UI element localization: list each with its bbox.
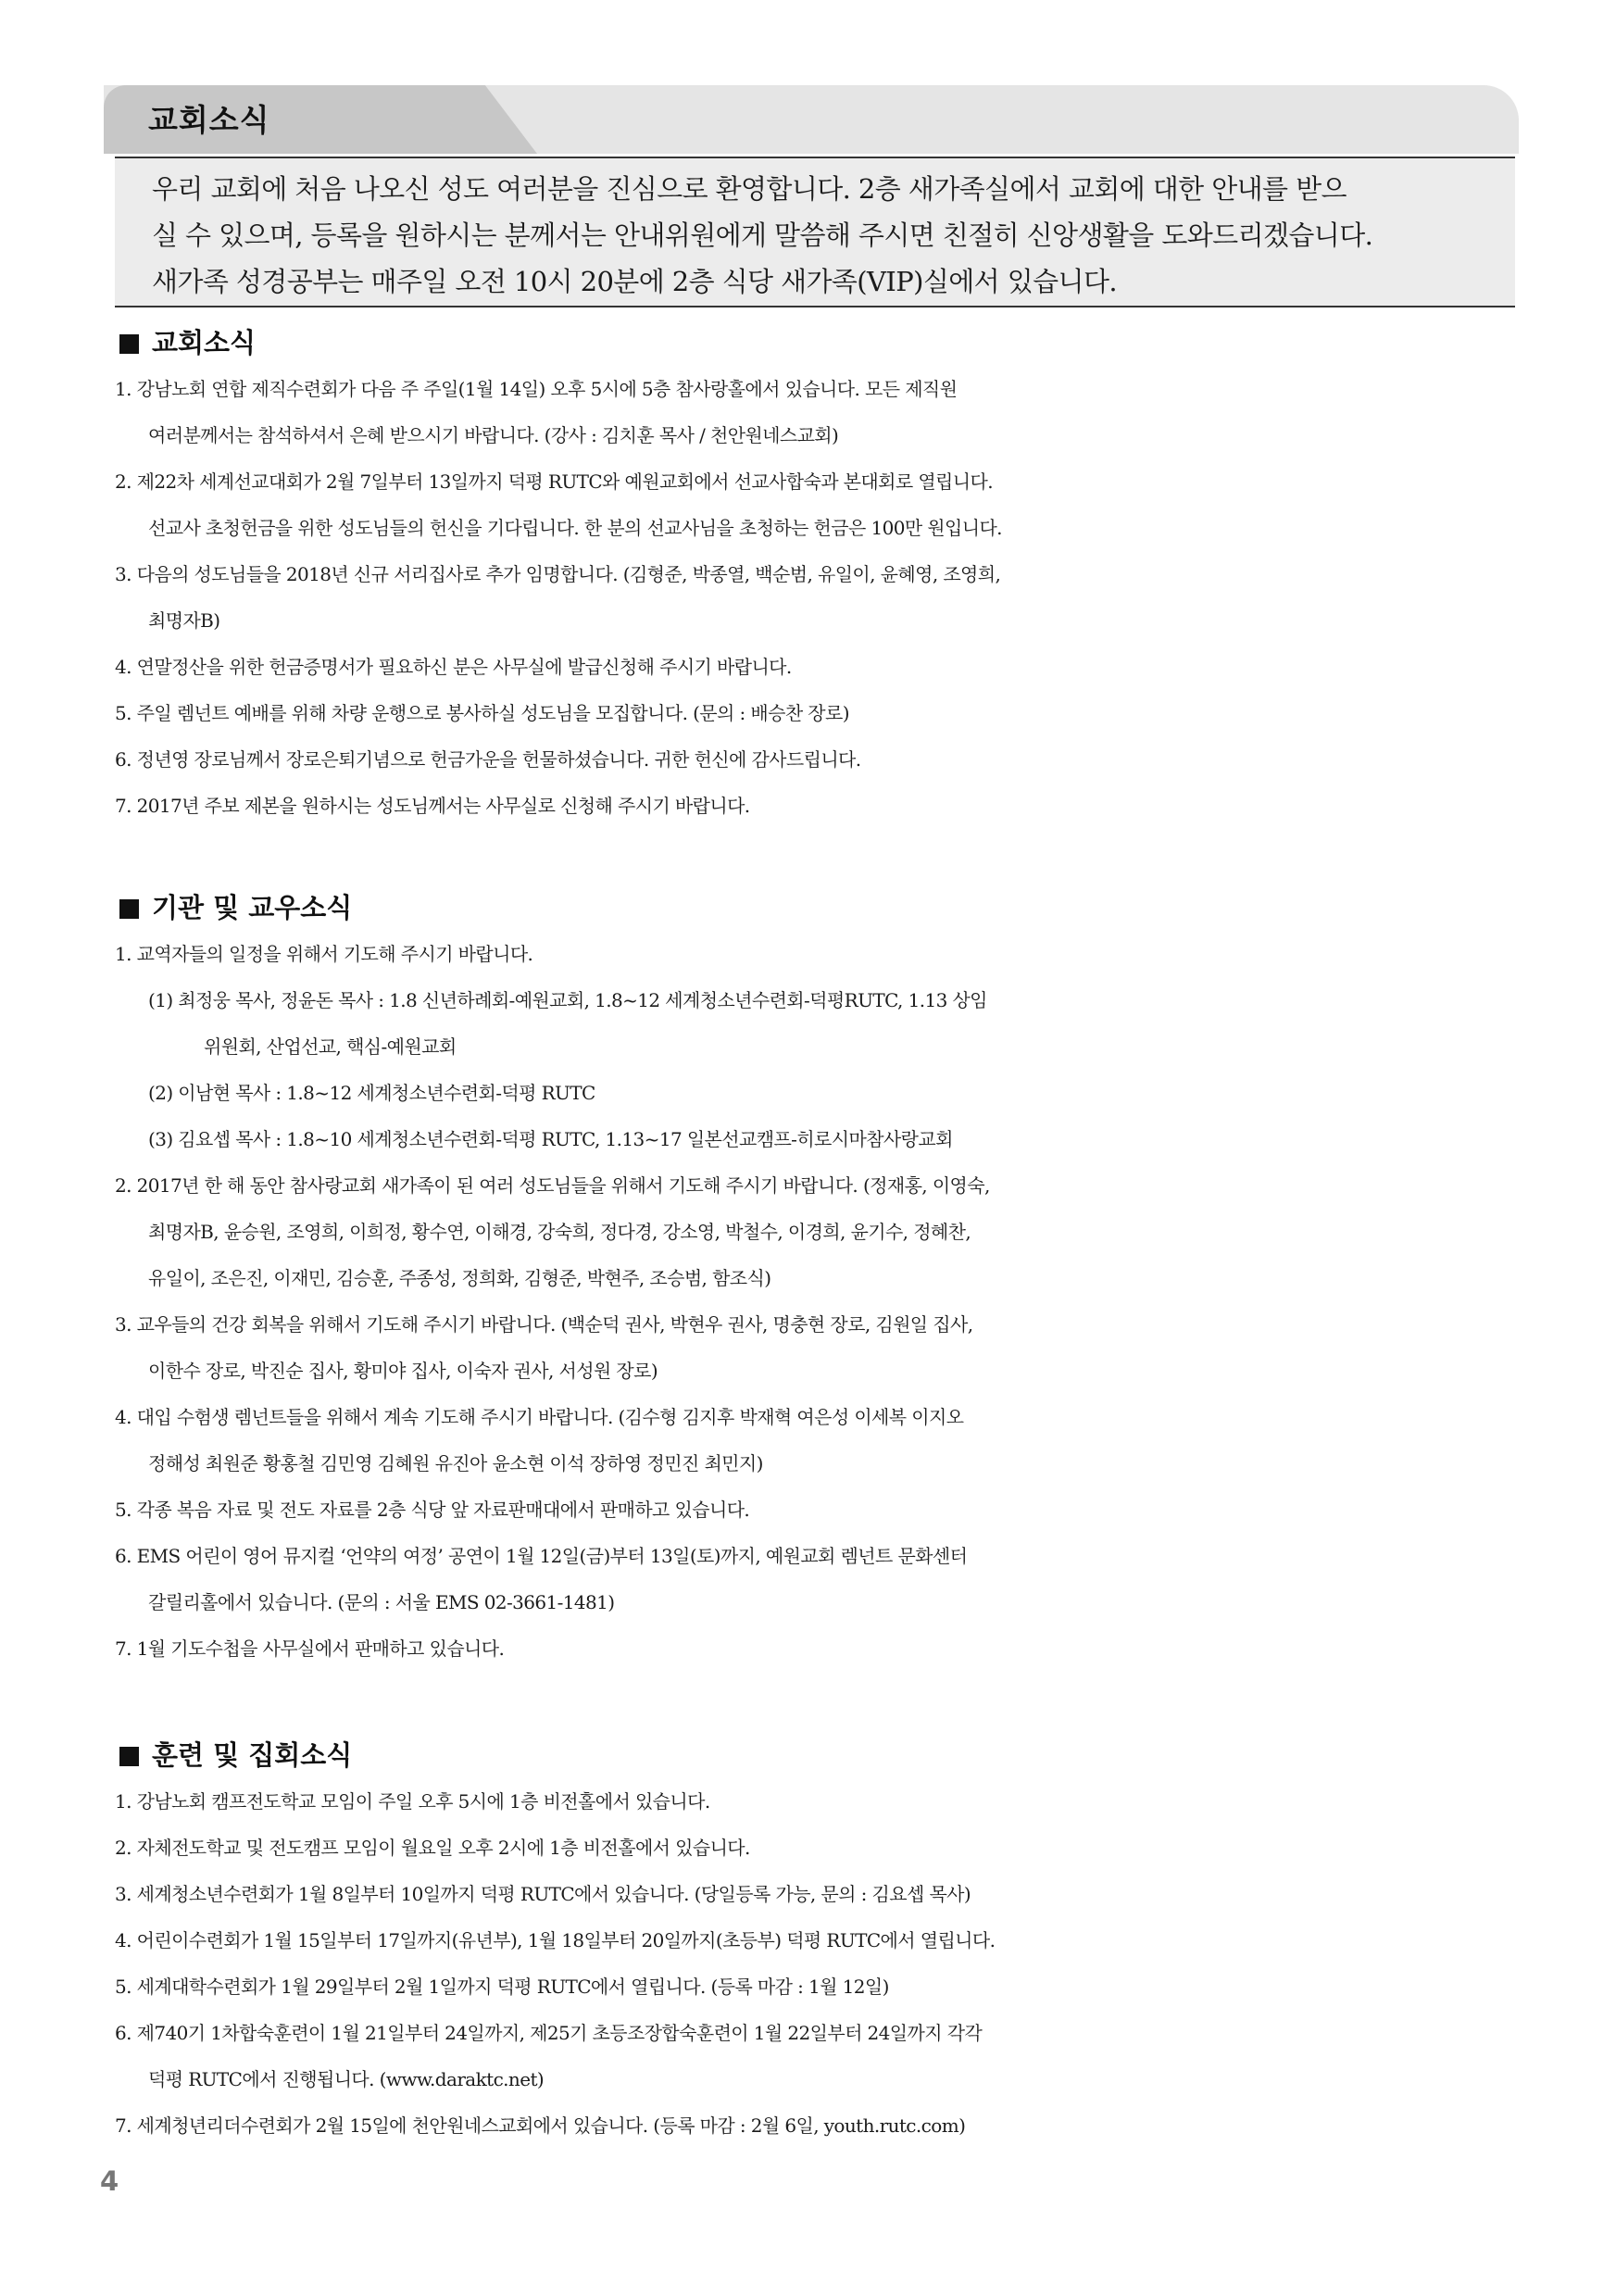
section-title: 기관 및 교우소식	[152, 892, 353, 923]
news-list	[115, 1778, 1522, 2149]
square-bullet-icon	[119, 334, 139, 354]
item-line: 덕평 RUTC에서 진행됩니다. (www.daraktc.net)	[148, 2068, 545, 2090]
list-item	[115, 1301, 1522, 1394]
list-item	[115, 1533, 1522, 1625]
item-line: 1. 강남노회 캠프전도학교 모임이 주일 오후 5시에 1층 비전홀에서 있습니다.	[115, 1790, 710, 1813]
section-heading	[119, 320, 1522, 366]
item-line: 4. 대입 수험생 렘넌트들을 위해서 계속 기도해 주시기 바랍니다. (김수형 김지후 박재혁 여은성 이세복 이지오	[115, 1406, 964, 1428]
item-line: 3. 세계청소년수련회가 1월 8일부터 10일까지 덕평 RUTC에서 있습니다. (당일등록 가능, 문의 : 김요셉 목사)	[115, 1883, 971, 1905]
item-line: 최명자B)	[148, 609, 220, 632]
section-heading	[119, 1732, 1522, 1778]
section-title: 훈련 및 집회소식	[152, 1739, 353, 1771]
list-item	[115, 1871, 1522, 1917]
item-line: 6. 정년영 장로님께서 장로은퇴기념으로 헌금가운을 헌물하셨습니다. 귀한 헌신에 감사드립니다.	[115, 748, 861, 771]
item-line: 5. 세계대학수련회가 1월 29일부터 2월 1일까지 덕평 RUTC에서 열립니다. (등록 마감 : 1월 12일)	[115, 1976, 889, 1998]
list-item	[115, 690, 1522, 736]
item-line: 위원회, 산업선교, 핵심-예원교회	[204, 1035, 457, 1058]
list-item	[115, 931, 1522, 977]
page-number: 4	[100, 2165, 119, 2197]
item-line: 6. 제740기 1차합숙훈련이 1월 21일부터 24일까지, 제25기 초등조장합숙훈련이 1월 22일부터 24일까지 각각	[115, 2022, 983, 2044]
list-item	[115, 736, 1522, 783]
item-line: 4. 연말정산을 위한 헌금증명서가 필요하신 분은 사무실에 발급신청해 주시기 바랍니다.	[115, 656, 792, 678]
item-line: 6. EMS 어린이 영어 뮤지컬 ‘언약의 여정’ 공연이 1월 12일(금)부터 13일(토)까지, 예원교회 렘넌트 문화센터	[115, 1545, 968, 1567]
list-item	[115, 1917, 1522, 1964]
page-title: 교회소식	[148, 102, 270, 138]
list-item	[115, 1778, 1522, 1825]
item-line: 최명자B, 윤승원, 조영희, 이희정, 황수연, 이해경, 강숙희, 정다경, 강소영, 박철수, 이경희, 윤기수, 정혜찬,	[148, 1221, 971, 1243]
item-line: 이한수 장로, 박진순 집사, 황미야 집사, 이숙자 권사, 서성원 장로)	[148, 1360, 658, 1382]
list-item	[115, 1162, 1522, 1301]
item-line: 7. 세계청년리더수련회가 2월 15일에 천안원네스교회에서 있습니다. (등록 마감 : 2월 6일, youth.rutc.com)	[115, 2114, 966, 2137]
item-line: 선교사 초청헌금을 위한 성도님들의 헌신을 기다립니다. 한 분의 선교사님을 초청하는 헌금은 100만 원입니다.	[148, 517, 1002, 539]
item-line: (3) 김요셉 목사 : 1.8~10 세계청소년수련회-덕평 RUTC, 1.13~17 일본선교캠프-히로시마참사랑교회	[148, 1128, 953, 1150]
list-item	[115, 2102, 1522, 2149]
item-line: 5. 각종 복음 자료 및 전도 자료를 2층 식당 앞 자료판매대에서 판매하고 있습니다.	[115, 1499, 750, 1521]
square-bullet-icon	[119, 899, 139, 919]
item-line: (2) 이남현 목사 : 1.8~12 세계청소년수련회-덕평 RUTC	[148, 1082, 595, 1104]
list-item	[115, 1625, 1522, 1672]
list-item	[115, 458, 1522, 551]
section-training-news	[115, 1732, 1522, 2149]
section-church-news	[115, 320, 1522, 829]
square-bullet-icon	[119, 1747, 139, 1766]
item-line: 정해성 최원준 황홍철 김민영 김혜원 유진아 윤소현 이석 장하영 정민진 최민지)	[148, 1452, 763, 1474]
item-line: 여러분께서는 참석하셔서 은혜 받으시기 바랍니다. (강사 : 김치훈 목사 / 천안원네스교회)	[148, 424, 839, 446]
item-line: 7. 2017년 주보 제본을 원하시는 성도님께서는 사무실로 신청해 주시기 바랍니다.	[115, 795, 750, 817]
item-line: 2. 2017년 한 해 동안 참사랑교회 새가족이 된 여러 성도님들을 위해서 기도해 주시기 바랍니다. (정재홍, 이영숙,	[115, 1174, 990, 1197]
section-heading	[119, 885, 1522, 931]
item-line: 1. 교역자들의 일정을 위해서 기도해 주시기 바랍니다.	[115, 943, 533, 965]
list-item	[115, 644, 1522, 690]
list-item	[115, 366, 1522, 458]
news-list	[115, 366, 1522, 829]
welcome-line: 새가족 성경공부는 매주일 오전 10시 20분에 2층 식당 새가족(VIP)실에서 있습니다.	[152, 266, 1117, 297]
sub-list-item	[115, 1116, 1522, 1162]
list-item	[115, 2010, 1522, 2102]
item-line: 2. 자체전도학교 및 전도캠프 모임이 월요일 오후 2시에 1층 비전홀에서 있습니다.	[115, 1837, 750, 1859]
list-item	[115, 1487, 1522, 1533]
item-line: 5. 주일 렘넌트 예배를 위해 차량 운행으로 봉사하실 성도님을 모집합니다. (문의 : 배승찬 장로)	[115, 702, 849, 724]
welcome-line: 실 수 있으며, 등록을 원하시는 분께서는 안내위원에게 말씀해 주시면 친절히 신앙생활을 도와드리겠습니다.	[152, 220, 1373, 251]
section-title: 교회소식	[152, 327, 257, 358]
item-line: 3. 다음의 성도님들을 2018년 신규 서리집사로 추가 임명합니다. (김형준, 박종열, 백순범, 유일이, 윤혜영, 조영희,	[115, 563, 1001, 585]
list-item	[115, 1825, 1522, 1871]
list-item	[115, 1394, 1522, 1487]
welcome-text	[152, 166, 1485, 305]
item-line: 2. 제22차 세계선교대회가 2월 7일부터 13일까지 덕평 RUTC와 예원교회에서 선교사합숙과 본대회로 열립니다.	[115, 470, 993, 493]
item-line: 유일이, 조은진, 이재민, 김승훈, 주종성, 정희화, 김형준, 박현주, 조승범, 함조식)	[148, 1267, 771, 1289]
welcome-line: 우리 교회에 처음 나오신 성도 여러분을 진심으로 환영합니다. 2층 새가족실에서 교회에 대한 안내를 받으	[152, 173, 1347, 205]
item-line: 갈릴리홀에서 있습니다. (문의 : 서울 EMS 02-3661-1481)	[148, 1591, 615, 1613]
item-line: 3. 교우들의 건강 회복을 위해서 기도해 주시기 바랍니다. (백순덕 권사, 박현우 권사, 명충현 장로, 김원일 집사,	[115, 1313, 973, 1336]
list-item	[115, 783, 1522, 829]
item-line: 7. 1월 기도수첩을 사무실에서 판매하고 있습니다.	[115, 1637, 505, 1660]
list-item	[115, 1964, 1522, 2010]
sub-list-item	[115, 1070, 1522, 1116]
item-line: (1) 최정웅 목사, 정윤돈 목사 : 1.8 신년하례회-예원교회, 1.8~12 세계청소년수련회-덕평RUTC, 1.13 상임	[148, 989, 987, 1011]
item-line: 1. 강남노회 연합 제직수련회가 다음 주 주일(1월 14일) 오후 5시에 5층 참사랑홀에서 있습니다. 모든 제직원	[115, 378, 958, 400]
news-list	[115, 931, 1522, 1672]
list-item	[115, 551, 1522, 644]
section-member-news	[115, 885, 1522, 1672]
sub-list-item	[115, 977, 1522, 1070]
item-line: 4. 어린이수련회가 1월 15일부터 17일까지(유년부), 1월 18일부터 20일까지(초등부) 덕평 RUTC에서 열립니다.	[115, 1929, 996, 1951]
welcome-box	[115, 158, 1515, 307]
